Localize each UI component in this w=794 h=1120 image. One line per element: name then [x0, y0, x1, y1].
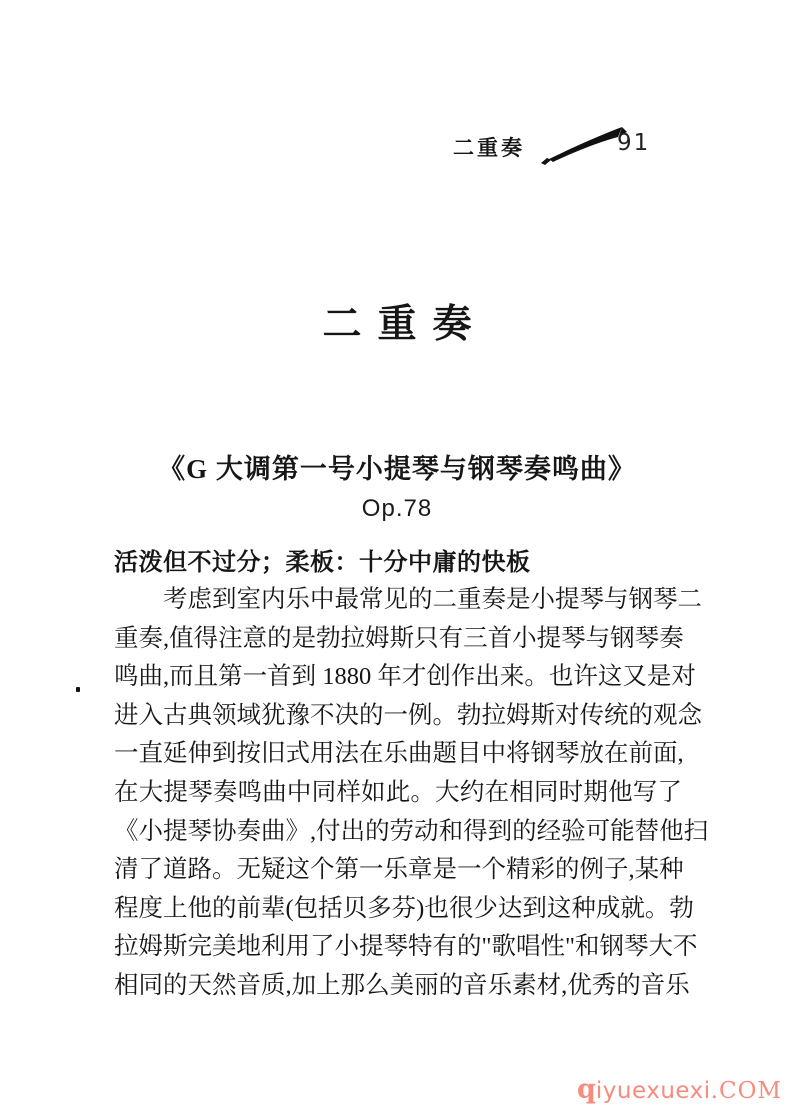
body-line: 程度上他的前辈(包括贝多芬)也很少达到这种成就。勃: [114, 894, 694, 922]
piece-title: 《G 大调第一号小提琴与钢琴奏鸣曲》: [158, 454, 636, 484]
body-line: 进入古典领域犹豫不决的一例。勃拉姆斯对传统的观念: [114, 701, 702, 729]
site-watermark: [577, 1074, 782, 1105]
body-line: 重奏,值得注意的是勃拉姆斯只有三首小提琴与钢琴奏: [114, 624, 684, 652]
scan-speck: [76, 687, 80, 692]
chapter-title: 二重奏: [322, 303, 488, 346]
watermark-rest: iyuexuexi: [595, 1078, 711, 1104]
body-line: 鸣曲,而且第一首到 1880 年才创作出来。也许这又是对: [114, 663, 696, 691]
body-paragraph: [114, 581, 709, 1006]
body-line: 一直延伸到按旧式用法在乐曲题目中将钢琴放在前面,: [114, 740, 684, 768]
body-line: 考虑到室内乐中最常见的二重奏是小提琴与钢琴二: [163, 586, 702, 613]
body-line: 《小提琴协奏曲》,付出的劳动和得到的经验可能替他扫: [114, 817, 709, 845]
header-page-number: 91: [617, 130, 651, 156]
watermark-domain: .COM: [710, 1078, 782, 1104]
running-header: [0, 122, 794, 167]
body-line: 拉姆斯完美地利用了小提琴特有的"歌唱性"和钢琴大不: [114, 933, 698, 961]
body-line: 清了道路。无疑这个第一乐章是一个精彩的例子,某种: [114, 856, 684, 884]
piece-opus: Op.78: [361, 495, 433, 522]
watermark-q: q: [577, 1074, 596, 1105]
header-section-title: 二重奏: [453, 137, 525, 160]
movements-heading: 活泼但不过分；柔板：十分中庸的快板: [114, 549, 531, 576]
body-line: 在大提琴奏鸣曲中同样如此。大约在相同时期他写了: [114, 778, 682, 806]
body-line: 相同的天然音质,加上那么美丽的音乐素材,优秀的音乐: [114, 971, 690, 999]
